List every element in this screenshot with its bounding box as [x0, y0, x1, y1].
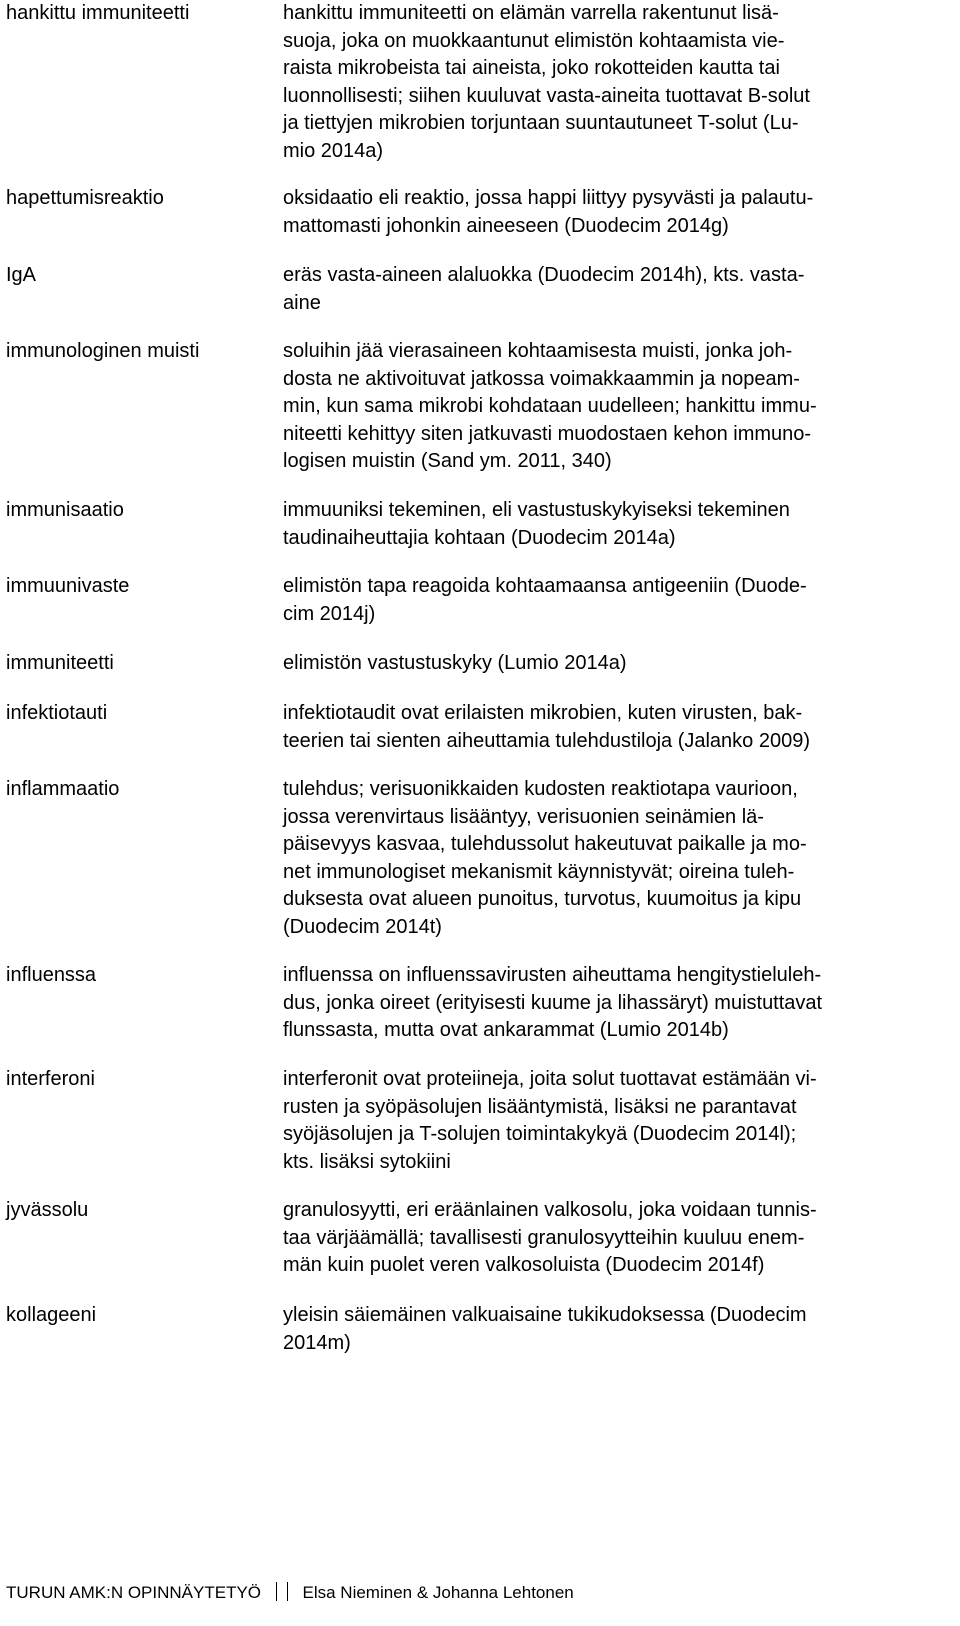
definition-line: jossa verenvirtaus lisääntyy, verisuonien seinämien lä- — [283, 805, 764, 828]
definition-line: 2014m) — [283, 1331, 351, 1354]
definition-line: syöjäsolujen ja T-solujen toimintakykyä (Duodecim 2014l); — [283, 1123, 797, 1145]
glossary-definition — [283, 700, 948, 755]
glossary-term: immuunivaste — [6, 575, 130, 597]
definition-line: ja tiettyjen mikrobien torjuntaan suuntautuneet T-solut (Lu- — [283, 112, 799, 134]
definition-line: duksesta ovat alueen punoitus, turvotus, kuumoitus ja kipu — [283, 888, 802, 910]
footer-separator — [276, 1582, 277, 1601]
definition-line: kts. lisäksi sytokiini — [283, 1150, 451, 1173]
glossary-term: inflammaatio — [6, 778, 120, 800]
definition-line: aine — [283, 291, 321, 314]
glossary-definition — [283, 962, 948, 1045]
glossary-term: interferoni — [6, 1068, 95, 1090]
glossary-term: immunologinen muisti — [6, 340, 200, 362]
definition-line: suoja, joka on muokkaantunut elimistön kohtaamista vie- — [283, 29, 785, 52]
definition-line: män kuin puolet veren valkosoluista (Duodecim 2014f) — [283, 1254, 765, 1276]
glossary-definition — [283, 1302, 948, 1357]
glossary-definition — [283, 1066, 948, 1176]
definition-line: dus, jonka oireet (erityisesti kuume ja lihassäryt) muistuttavat — [283, 991, 823, 1014]
glossary-definition — [283, 573, 948, 628]
glossary-term: hankittu immuniteetti — [6, 2, 190, 24]
glossary-definition — [283, 0, 948, 165]
glossary-definition — [283, 262, 948, 317]
definition-line: niteetti kehittyy siten jatkuvasti muodostaen kehon immuno- — [283, 422, 812, 445]
page-footer — [6, 1582, 574, 1604]
glossary-definition — [283, 338, 948, 476]
glossary-term: hapettumisreaktio — [6, 187, 164, 209]
definition-line: mattomasti johonkin aineeseen (Duodecim 2014g) — [283, 214, 729, 237]
footer-separator — [287, 1582, 288, 1601]
definition-line: cim 2014j) — [283, 602, 376, 625]
definition-line: net immunologiset mekanismit käynnistyvät; oireina tuleh- — [283, 860, 795, 883]
definition-line: teerien tai sienten aiheuttamia tulehdustiloja (Jalanko 2009) — [283, 729, 811, 752]
definition-line: raista mikrobeista tai aineista, joko rokotteiden kautta tai — [283, 57, 780, 79]
definition-line: flunssasta, mutta ovat ankarammat (Lumio 2014b) — [283, 1019, 729, 1041]
definition-line: oksidaatio eli reaktio, jossa happi liittyy pysyvästi ja palautu- — [283, 187, 814, 209]
glossary-definition — [283, 1197, 948, 1280]
glossary-term: influenssa — [6, 964, 97, 986]
definition-line: dosta ne aktivoituvat jatkossa voimakkaammin ja nopeam- — [283, 367, 800, 390]
definition-line: (Duodecim 2014t) — [283, 915, 442, 938]
definition-line: hankittu immuniteetti on elämän varrella rakentunut lisä- — [283, 2, 779, 24]
definition-line: päisevyys kasvaa, tulehdussolut hakeutuvat paikalle ja mo- — [283, 833, 807, 855]
definition-line: taa värjäämällä; tavallisesti granulosyytteihin kuuluu enem- — [283, 1226, 805, 1249]
glossary-term: immuniteetti — [6, 652, 114, 674]
definition-line: infektiotaudit ovat erilaisten mikrobien, kuten virusten, bak- — [283, 702, 803, 724]
definition-line: interferonit ovat proteiineja, joita solut tuottavat estämään vi- — [283, 1068, 817, 1090]
definition-line: logisen muistin (Sand ym. 2011, 340) — [283, 450, 612, 472]
definition-line: soluihin jää vierasaineen kohtaamisesta muisti, jonka joh- — [283, 340, 793, 362]
footer-publication-label: TURUN AMK:N OPINNÄYTETYÖ — [6, 1583, 262, 1602]
footer-authors: Elsa Nieminen & Johanna Lehtonen — [302, 1583, 574, 1602]
definition-line: luonnollisesti; siihen kuuluvat vasta-aineita tuottavat B-solut — [283, 84, 810, 107]
definition-line: influenssa on influenssavirusten aiheuttama hengitystieluleh- — [283, 964, 822, 986]
definition-line: mio 2014a) — [283, 139, 384, 162]
glossary-definition — [283, 497, 948, 552]
glossary-definition — [283, 185, 948, 240]
definition-line: elimistön tapa reagoida kohtaamaansa antigeeniin (Duode- — [283, 575, 807, 597]
definition-line: tulehdus; verisuonikkaiden kudosten reaktiotapa vaurioon, — [283, 778, 798, 800]
definition-line: granulosyytti, eri eräänlainen valkosolu, joka voidaan tunnis- — [283, 1199, 817, 1221]
glossary-term: immunisaatio — [6, 499, 124, 521]
definition-line: taudinaiheuttajia kohtaan (Duodecim 2014a) — [283, 526, 676, 549]
glossary-term: kollageeni — [6, 1304, 97, 1326]
definition-line: immuuniksi tekeminen, eli vastustuskykyiseksi tekeminen — [283, 499, 790, 521]
glossary-term: infektiotauti — [6, 702, 108, 724]
definition-line: elimistön vastustuskyky (Lumio 2014a) — [283, 652, 627, 674]
definition-line: min, kun sama mikrobi kohdataan uudelleen; hankittu immu- — [283, 395, 817, 417]
glossary-term: IgA — [6, 264, 37, 286]
glossary-definition — [283, 776, 948, 941]
definition-line: eräs vasta-aineen alaluokka (Duodecim 2014h), kts. vasta- — [283, 264, 805, 286]
definition-line: rusten ja syöpäsolujen lisääntymistä, lisäksi ne parantavat — [283, 1095, 797, 1118]
definition-line: yleisin säiemäinen valkuaisaine tukikudoksessa (Duodecim — [283, 1304, 807, 1326]
glossary-term: jyvässolu — [6, 1199, 89, 1221]
glossary-definition — [283, 650, 948, 678]
